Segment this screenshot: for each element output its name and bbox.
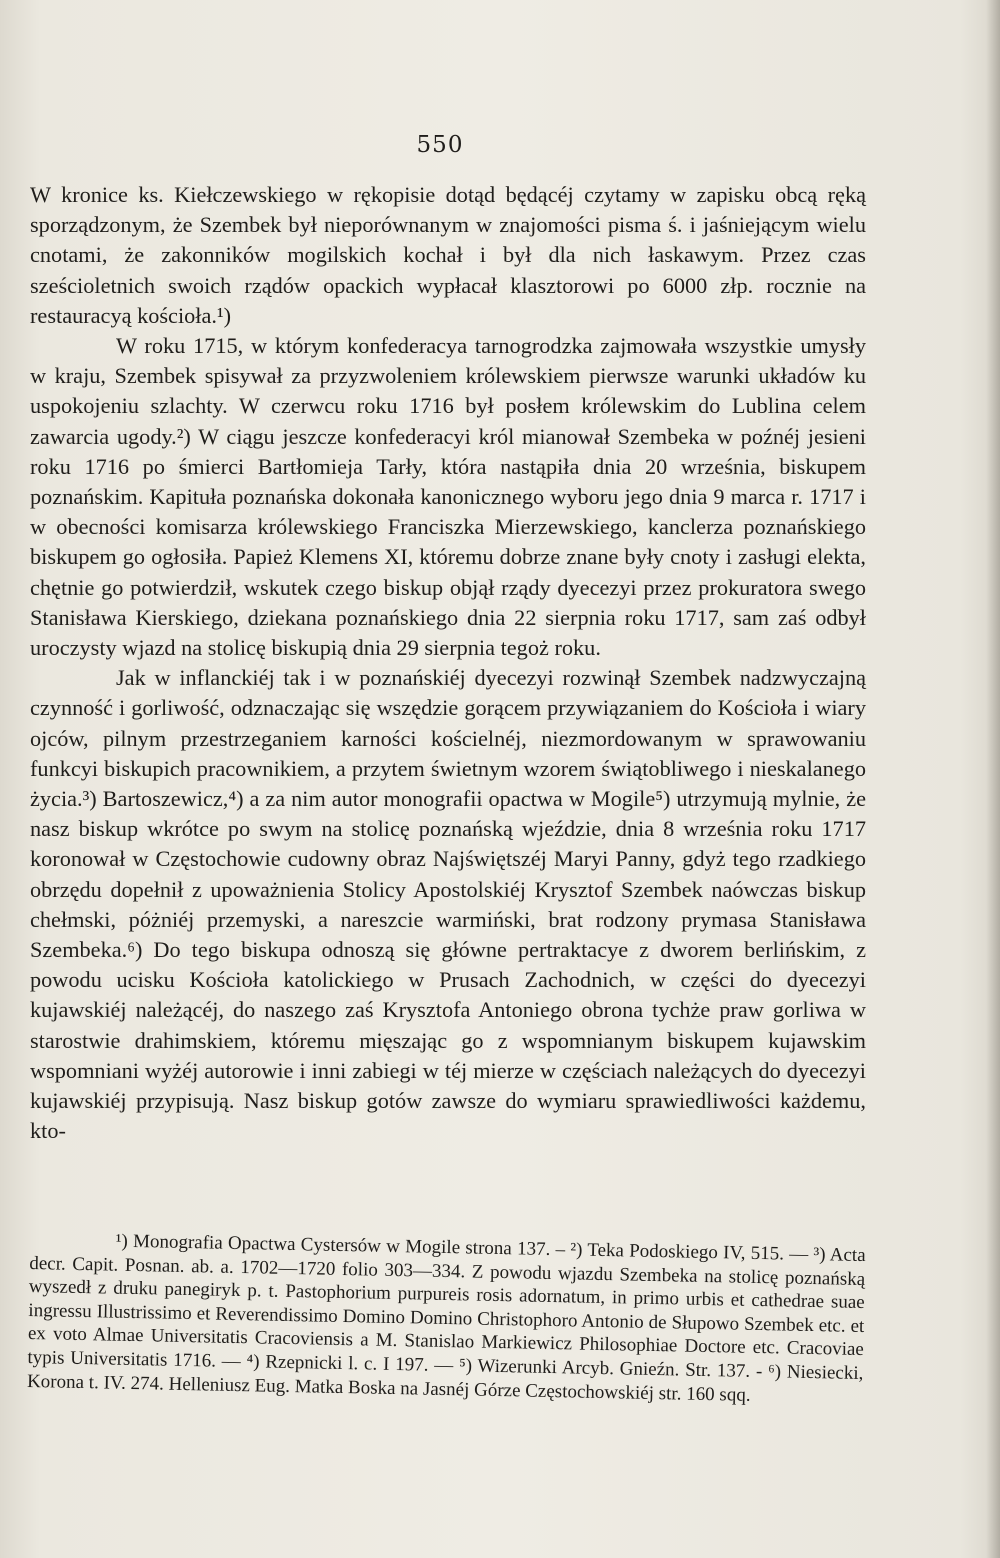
paragraph-3: Jak w inflanckiéj tak i w poznańskiéj dyecezyi rozwinął Szembek nadzwyczajną czynność i gorliwość, odznaczając się wszędzie gorącem przywiązaniem do Kościoła i wiary ojców, pilnym przestrzeganiem karności kościelnéj, niezmordowanym w sprawowaniu funkcyi biskupich pracownikiem, a przytem świetnym wzorem świątobliwego i nieskalanego życia.³) Bartoszewicz,⁴) a za nim autor monografii opactwa w Mogile⁵) utrzymują mylnie, że nasz biskup wkrótce po swym na stolicę poznańską wjeździe, dnia 8 września roku 1717 koronował w Częstochowie cudowny obraz Najświętszéj Maryi Panny, gdyż tego rzadkiego obrzędu dopełnił z upoważnienia Stolicy Apostolskiéj Krysztof Szembek naówczas biskup chełmski, póżniéj przemyski, a nareszcie warmiński, brat rodzony prymasa Stanisława Szembeka.⁶) Do tego biskupa odnoszą się główne pertraktacye z dworem berlińskim, z powodu ucisku Kościoła katolickiego w Prusach Zachodnich, w części do dyecezyi kujawskiéj należącéj, do naszego zaś Krysztofa Antoniego obrona tychże praw gorliwa w starostwie drahimskiem, któremu mięszając go z wspomnianym biskupem kujawskim wspomniani wyżéj autorowie i inni zabiegi w téj mierze w częściach należących do dyecezyi kujawskiéj przypisują. Nasz biskup gotów zawsze do wymiaru sprawiedliwości każdemu, kto- <box>30 665 866 1144</box>
page-edge-shadow <box>986 0 1000 1558</box>
paragraph-2: W roku 1715, w którym konfederacya tarnogrodzka zajmowała wszystkie umysły w kraju, Szembek spisywał za przyzwoleniem królewskiem pierwsze warunki układów ku uspokojeniu szlachty. W czerwcu roku 1716 był posłem królewskim do Lublina celem zawarcia ugody.²) W ciągu jeszcze konfederacyi król mianował Szembeka w poźnéj jesieni roku 1716 po śmierci Bartłomieja Tarły, która nastąpiła dnia 20 września, biskupem poznańskim. Kapituła poznańska dokonała kanonicznego wyboru jego dnia 9 marca r. 1717 i w obecności komisarza królewskiego Franciszka Mierzewskiego, kanclerza poznańskiego biskupem go ogłosiła. Papież Klemens XI, któremu dobrze znane były cnoty i zasługi elekta, chętnie go potwierdził, wskutek czego biskup objął rządy dyecezyi przez prokuratora swego Stanisława Kierskiego, dziekana poznańskiego dnia 22 sierpnia roku 1717, sam zaś odbył uroczysty wjazd na stolicę biskupią dnia 29 sierpnia tegoż roku. <box>30 333 866 661</box>
footnotes <box>27 1228 866 1409</box>
footnote-block: ¹) Monografia Opactwa Cystersów w Mogile strona 137. – ²) Teka Podoskiego IV, 515. — ³) Acta decr. Capit. Posnan. ab. a. 1702—1720 folio 303—334. Z powodu wjazdu Szembeka na stolicę poznańską wyszedł z druku panegiryk p. t. Pastophorium purpureis rosis adornatum, in primo urbis et cathedrae suae ingressu Illustrissimo et Reverendissimo Domino Domino Christophoro Antonio de Słupowo Szembek etc. et ex voto Almae Universitatis Cracoviensis a M. Stanislao Markiewicz Philosophiae Doctore etc. Cracoviae typis Universitatis 1716. — ⁴) Rzepnicki l. c. I 197. — ⁵) Wizerunki Arcyb. Gnieźn. Str. 137. - ⁶) Niesiecki, Korona t. IV. 274. Helleniusz Eug. Matka Boska na Jasnéj Górze Częstochowskiéj str. 160 sqq. <box>26 1230 866 1406</box>
page-number: 550 <box>416 132 464 158</box>
main-text <box>30 180 866 1147</box>
paragraph-1: W kronice ks. Kiełczewskiego w rękopisie dotąd będącéj czytamy w zapisku obcą ręką sporządzonym, że Szembek był nieporównanym w znajomości pisma ś. i jaśniejącym wielu cnotami, że zakonników mogilskich kochał i był dla nich łaskawym. Przez czas sześcioletnich swoich rządów opackich wypłacał klasztorowi po 6000 złp. rocznie na restauracyą kościoła.¹) <box>30 182 866 328</box>
